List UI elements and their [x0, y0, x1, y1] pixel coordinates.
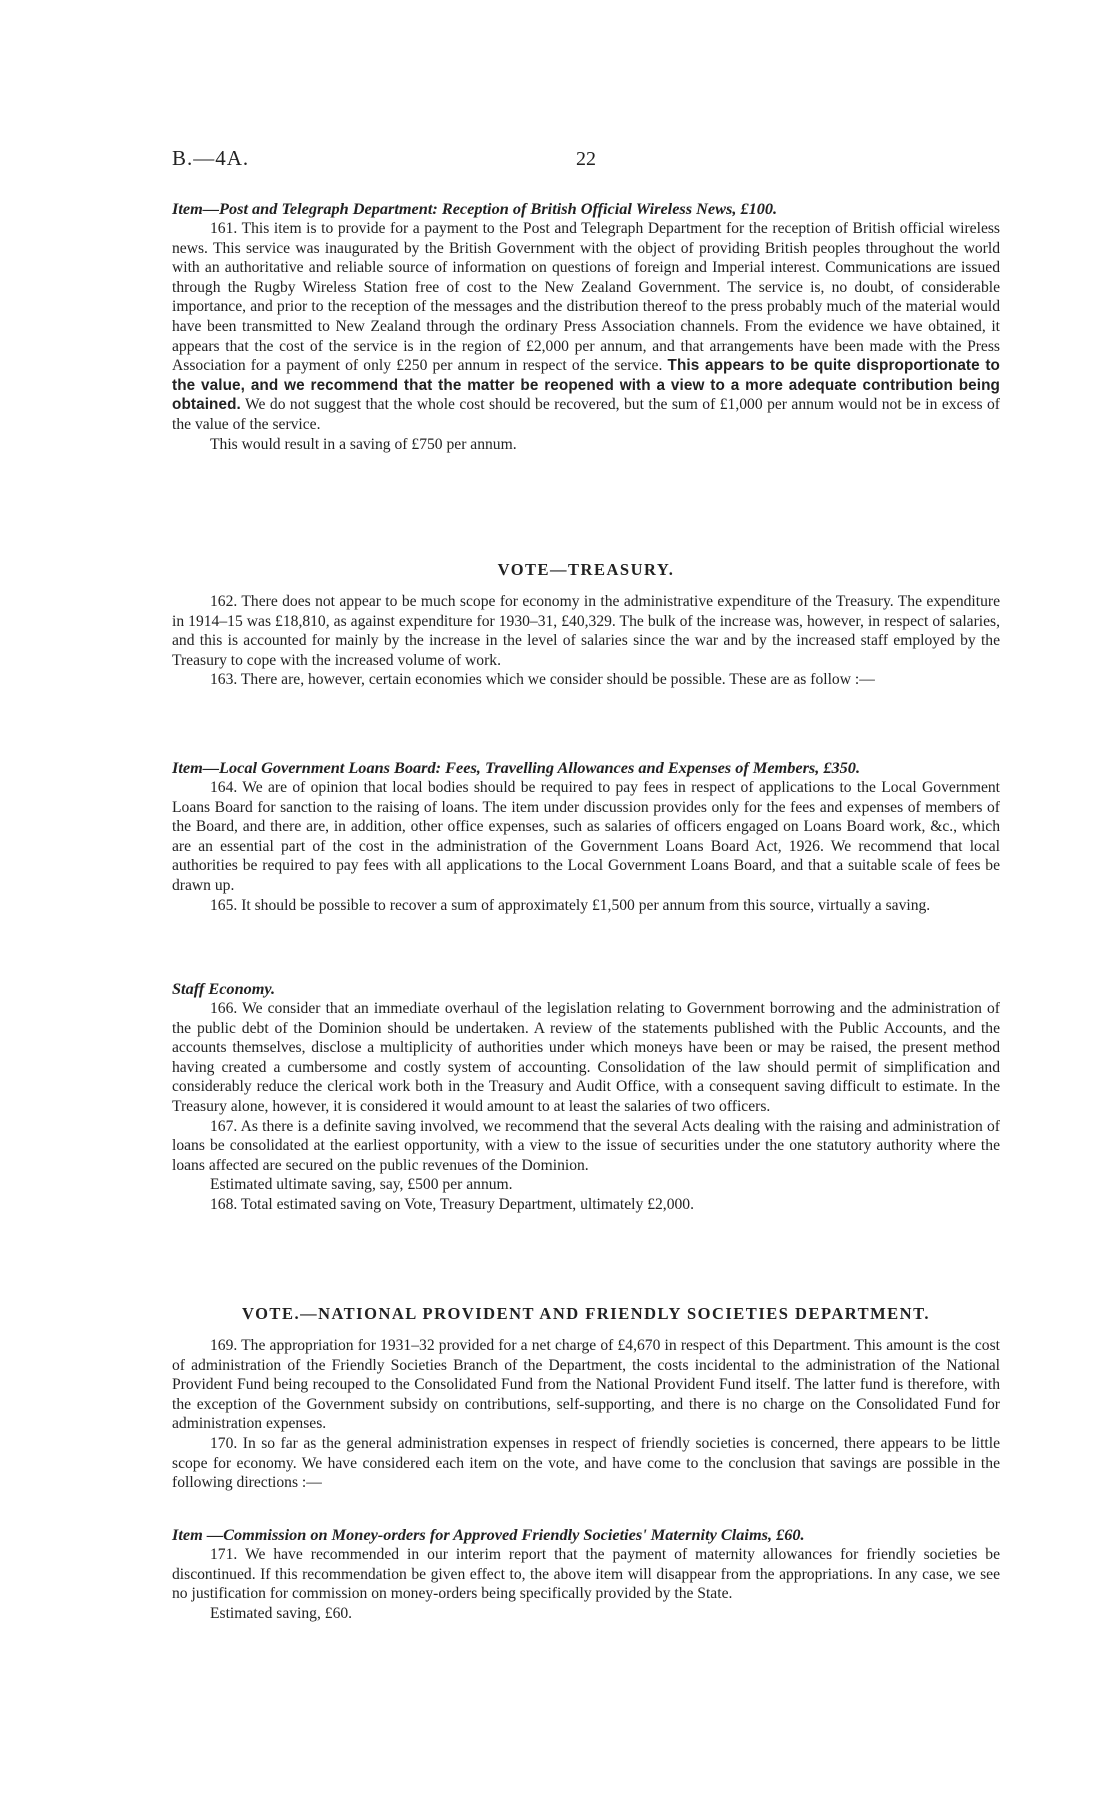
treasury-section [172, 592, 1000, 690]
paragraph-169: 169. The appropriation for 1931–32 provided for a net charge of £4,670 in respect of this Department. This amount is the cost of administration of the Friendly Societies Branch of the Department, the costs incidental to the administration of the National Provident Fund being recouped to the Consolidated Fund from the National Provident Fund itself. The latter fund is therefore, with the exception of the Government subsidy on contributions, self-supporting, and there is no charge on the Consolidated Fund for administration expenses. [172, 1337, 1000, 1433]
paragraph-166: 166. We consider that an immediate overhaul of the legislation relating to Government borrowing and the administration of the public debt of the Dominion should be undertaken. A review of the statements published with the Public Accounts, and the accounts themselves, disclose a multiplicity of authorities under which moneys have been or may be raised, the present method having created a cumbersome and costly system of accounting. Consolidation of the law should permit of simplification and considerably reduce the clerical work both in the Treasury and Audit Office, with a consequent saving difficult to estimate. In the Treasury alone, however, it is considered it would amount to at least the salaries of two officers. [172, 1000, 1000, 1115]
page-number: 22 [576, 148, 596, 170]
paragraph-161-text: 161. This item is to provide for a payment to the Post and Telegraph Department for the reception of British official wireless news. This service was inaugurated by the British Government with the object of providing British peoples throughout the world with an authoritative and reliable source of information on questions of foreign and Imperial interest. Communications are issued through the Rugby Wireless Station free of cost to the New Zealand Government. The service is, no doubt, of considerable importance, and prior to the reception of the messages and the distribution thereof to the press probably much of the material would have been transmitted to New Zealand through the ordinary Press Association channels. From the evidence we have obtained, it appears that the cost of the service is in the region of £2,000 per annum, and that arrangements have been made with the Press Association for a payment of only £250 per annum in respect of the service. [172, 220, 1000, 375]
estimated-saving-treasury: Estimated ultimate saving, say, £500 per annum. [210, 1176, 513, 1194]
paragraph-171: 171. We have recommended in our interim report that the payment of maternity allowances for friendly societies be discontinued. If this recommendation be given effect to, the above item will disappear from the appropriations. In any case, we see no justification for commission on money-orders being specifically provided by the State. [172, 1546, 1000, 1603]
staff-economy-heading: Staff Economy. [172, 979, 276, 998]
paragraph-161-text-end: We do not suggest that the whole cost should be recovered, but the sum of £1,000 per annum would not be in excess of the value of the service. [172, 396, 1000, 433]
item-heading-commission: Item —Commission on Money-orders for Approved Friendly Societies' Maternity Claims, £60. [172, 1525, 805, 1544]
post-telegraph-section [172, 198, 1000, 454]
document-reference: B.—4A. [172, 146, 250, 170]
staff-economy-section [172, 978, 1000, 1215]
paragraph-162: 162. There does not appear to be much scope for economy in the administrative expenditure of the Treasury. The expenditure in 1914–15 was £18,810, as against expenditure for 1930–31, £40,329. The bulk of the increase was, however, in respect of salaries, and this is accounted for mainly by the increase in the level of salaries since the war and by the increased staff employed by the Treasury to cope with the increased volume of work. [172, 593, 1000, 669]
item-heading-wireless-news: Item—Post and Telegraph Department: Reception of British Official Wireless News, £100. [172, 199, 778, 218]
page-header [172, 146, 1000, 176]
loans-board-section [172, 757, 1000, 915]
vote-treasury-title: VOTE—TREASURY. [497, 560, 675, 579]
paragraph-170: 170. In so far as the general administration expenses in respect of friendly societies is concerned, there appears to be little scope for economy. We have considered each item on the vote, and have come to the conclusion that savings are possible in the following directions :— [172, 1434, 1000, 1492]
item-heading-loans-board: Item—Local Government Loans Board: Fees, Travelling Allowances and Expenses of Members, £350. [172, 758, 861, 777]
paragraph-167: 167. As there is a definite saving involved, we recommend that the several Acts dealing with the raising and administration of loans be consolidated at the earliest opportunity, with a view to the issue of securities under the one statutory authority where the loans affected are secured on the public revenues of the Dominion. [172, 1117, 1000, 1174]
paragraph-164: 164. We are of opinion that local bodies should be required to pay fees in respect of applications to the Local Government Loans Board for sanction to the raising of loans. The item under discussion provides only for the fees and expenses of members of the Board, and there are, in addition, other office expenses, such as salaries of officers engaged on Loans Board work, &c., which are an essential part of the cost in the administration of the Government Loans Board Act, 1926. We recommend that local authorities be required to pay fees with all applications to the Local Government Loans Board, and that a suitable scale of fees be drawn up. [172, 779, 1000, 894]
commission-section [172, 1524, 1000, 1623]
paragraph-163: 163. There are, however, certain economies which we consider should be possible. These are as follow :— [210, 671, 875, 689]
paragraph-168: 168. Total estimated saving on Vote, Treasury Department, ultimately £2,000. [210, 1195, 694, 1213]
paragraph-161 [172, 219, 1000, 435]
provident-section [172, 1336, 1000, 1493]
paragraph-165: 165. It should be possible to recover a sum of approximately £1,500 per annum from this source, virtually a saving. [210, 896, 931, 914]
estimated-saving-commission: Estimated saving, £60. [210, 1604, 353, 1622]
saving-line-wireless: This would result in a saving of £750 per annum. [210, 435, 517, 453]
paragraph-161-bold-recommendation: This appears to be quite disproportionate to the value, and we recommend that the matter be reopened with a view to a more adequate contribution being obtained. [172, 357, 1001, 414]
vote-provident-title: VOTE.—NATIONAL PROVIDENT AND FRIENDLY SOCIETIES DEPARTMENT. [242, 1304, 930, 1323]
